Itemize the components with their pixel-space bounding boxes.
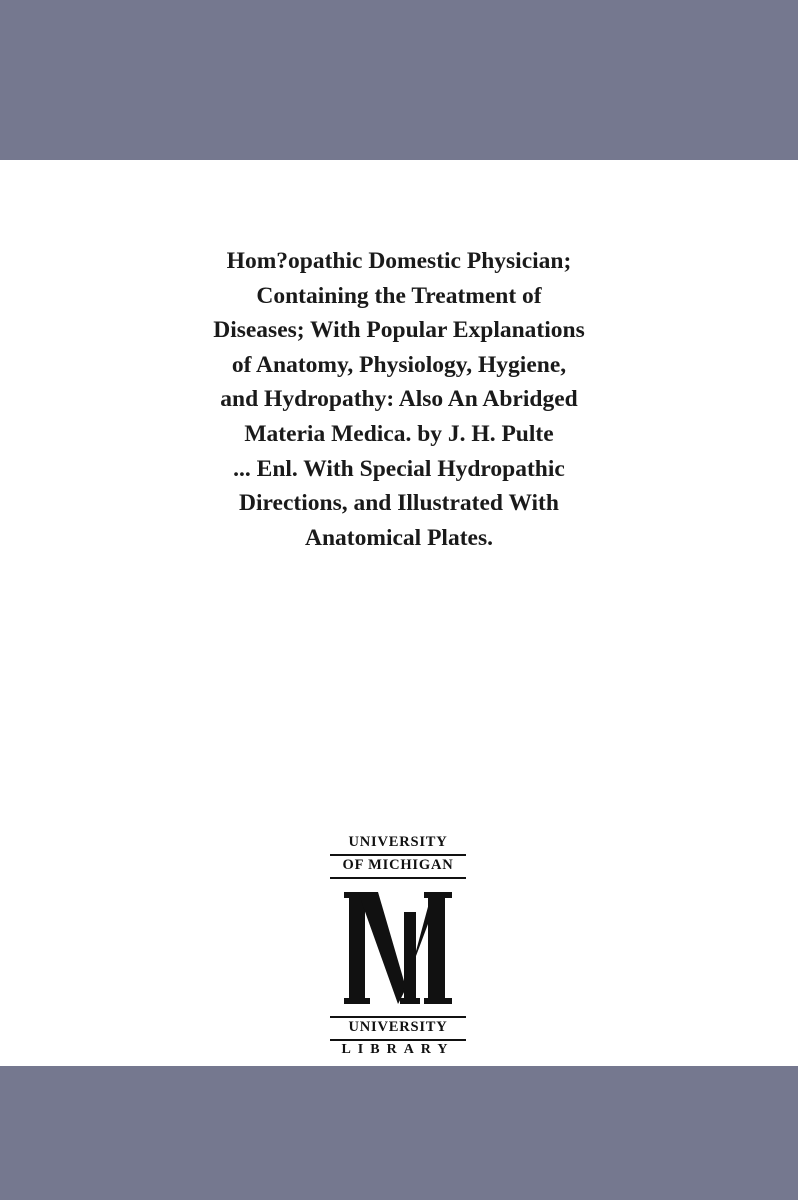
logo-text-library: LIBRARY (341, 1042, 455, 1057)
bottom-color-band (0, 1066, 798, 1200)
logo-rule (330, 877, 466, 879)
title-line: ... Enl. With Special Hydropathic (233, 455, 565, 482)
logo-rule (330, 1016, 466, 1018)
logo-text-university-top: UNIVERSITY (348, 834, 448, 850)
title-line: Anatomical Plates. (305, 524, 493, 551)
book-title (40, 244, 758, 555)
logo-text-university-bottom: UNIVERSITY (348, 1019, 448, 1035)
logo-text-of-michigan: OF MICHIGAN (342, 857, 454, 873)
logo-rule (330, 854, 466, 856)
title-line: of Anatomy, Physiology, Hygiene, (231, 351, 567, 378)
title-line: Materia Medica. by J. H. Pulte (244, 420, 554, 447)
university-of-michigan-m-logo-icon (344, 892, 452, 1004)
top-color-band (0, 0, 798, 160)
title-line: Hom?opathic Domestic Physician; (226, 248, 572, 274)
title-line: Directions, and Illustrated With (239, 490, 559, 517)
university-library-logo (330, 832, 466, 1060)
logo-rule (330, 1039, 466, 1041)
title-line: Diseases; With Popular Explanations (213, 317, 585, 344)
title-line: Containing the Treatment of (256, 282, 542, 309)
title-line: and Hydropathy: Also An Abridged (220, 386, 578, 413)
